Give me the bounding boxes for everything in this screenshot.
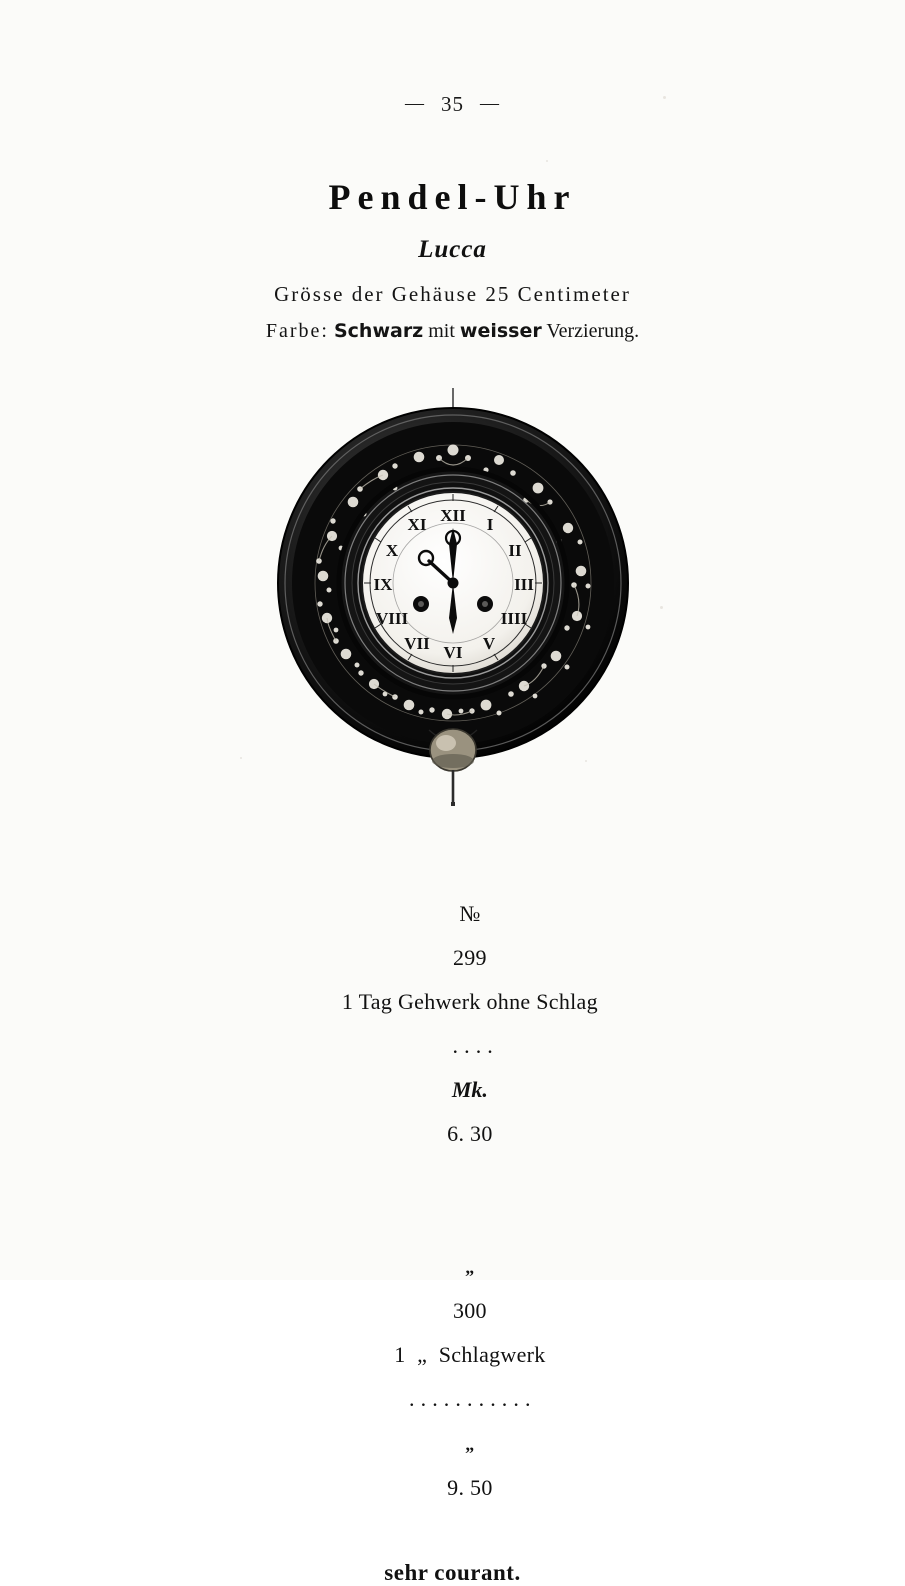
price-row-description: 1 „ Schlagwerk bbox=[394, 1342, 546, 1367]
page-number-value: 35 bbox=[441, 92, 464, 116]
price-row-no-label: „ bbox=[465, 1257, 475, 1277]
svg-text:IX: IX bbox=[373, 575, 392, 594]
color-accent: weisser bbox=[459, 320, 542, 342]
price-row-dots: . . . . bbox=[446, 1033, 494, 1058]
model-name: Lucca bbox=[418, 236, 487, 263]
price-list bbox=[0, 848, 905, 1586]
svg-text:IIII: IIII bbox=[500, 609, 527, 628]
price-row-number: 300 bbox=[452, 1298, 487, 1323]
svg-text:I: I bbox=[486, 515, 493, 534]
paper-speck bbox=[546, 160, 548, 162]
color-line bbox=[0, 320, 905, 343]
color-mid-word: mit bbox=[428, 320, 455, 342]
price-row-description: 1 Tag Gehwerk ohne Schlag bbox=[341, 989, 598, 1014]
svg-text:II: II bbox=[507, 541, 522, 560]
paper-speck bbox=[240, 757, 242, 759]
dash-left-icon: — bbox=[405, 93, 425, 114]
svg-text:XI: XI bbox=[407, 515, 426, 534]
paper-speck bbox=[585, 760, 587, 762]
size-line: Grösse der Gehäuse 25 Centimeter bbox=[274, 282, 631, 306]
paper-speck bbox=[660, 606, 663, 609]
svg-text:III: III bbox=[513, 575, 534, 594]
page-number bbox=[0, 92, 905, 117]
price-footnote: sehr courant. bbox=[384, 1560, 521, 1585]
price-row-dots: . . . . . . . . . . . bbox=[409, 1386, 531, 1411]
currency-symbol: „ bbox=[465, 1434, 475, 1454]
currency-symbol: Mk. bbox=[451, 1077, 488, 1102]
price-row-number: 299 bbox=[452, 945, 487, 970]
price-row-no-label: № bbox=[459, 901, 481, 926]
price-row-amount: 6. 30 bbox=[447, 1121, 493, 1146]
page-title: Pendel-Uhr bbox=[328, 177, 577, 217]
pendulum-clock-drawing bbox=[243, 378, 663, 818]
dash-right-icon: — bbox=[480, 93, 500, 114]
price-row-amount: 9. 50 bbox=[447, 1475, 493, 1500]
svg-text:VII: VII bbox=[403, 634, 430, 653]
svg-text:VI: VI bbox=[443, 643, 462, 662]
color-tail: Verzierung. bbox=[546, 320, 640, 342]
svg-text:V: V bbox=[482, 634, 495, 653]
color-value: Schwarz bbox=[333, 320, 424, 342]
price-row bbox=[0, 848, 905, 1200]
svg-text:XII: XII bbox=[439, 506, 466, 525]
color-label: Farbe: bbox=[265, 320, 329, 342]
svg-text:VIII: VIII bbox=[375, 609, 408, 628]
price-row bbox=[0, 1200, 905, 1554]
paper-speck bbox=[663, 96, 666, 99]
clock-illustration bbox=[0, 378, 905, 818]
svg-text:X: X bbox=[385, 541, 398, 560]
